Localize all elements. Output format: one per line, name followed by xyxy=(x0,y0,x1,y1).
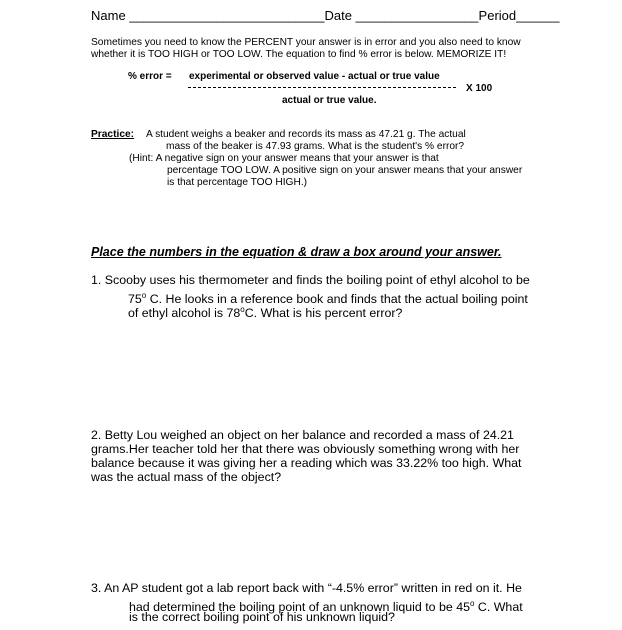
name-label: Name xyxy=(91,8,126,23)
period-label: Period xyxy=(478,8,517,23)
question-3-line: is the correct boiling point of his unknown liquid? xyxy=(129,610,395,624)
name-field[interactable]: ___________________________ xyxy=(129,8,325,23)
instruction-heading: Place the numbers in the equation & draw a box around your answer. xyxy=(91,245,502,259)
date-label: Date xyxy=(324,8,352,23)
practice-label: Practice: xyxy=(91,129,135,140)
practice-hint-line: (Hint: A negative sign on your answer means that your answer is that xyxy=(129,153,439,164)
equation-label: % error = xyxy=(128,71,172,82)
question-2-line: grams.Her teacher told her that there was obviously something wrong with her xyxy=(91,442,520,456)
intro-line-1: Sometimes you need to know the PERCENT your answer is in error and you also need to know xyxy=(91,37,521,48)
equation-denominator: actual or true value. xyxy=(282,95,377,106)
equation-multiplier: X 100 xyxy=(466,83,493,94)
date-field[interactable]: _________________ xyxy=(355,8,479,23)
practice-line: mass of the beaker is 47.93 grams. What is the student's % error? xyxy=(166,141,465,152)
question-2-line: was the actual mass of the object? xyxy=(91,470,282,484)
question-1-line: of ethyl alcohol is 78$^o$C. What is his percent error? xyxy=(128,305,403,321)
practice-hint-line: percentage TOO LOW. A positive sign on your answer means that your answer xyxy=(167,165,523,176)
question-2-line: balance because it was giving her a reading which was 33.22% too high. What xyxy=(91,456,522,470)
question-2-line: 2. Betty Lou weighed an object on her balance and recorded a mass of 24.21 xyxy=(91,428,514,442)
question-3-line: 3. An AP student got a lab report back with “-4.5% error” written in red on it. He xyxy=(91,581,522,595)
fraction-line xyxy=(188,87,456,88)
period-field[interactable]: ______ xyxy=(516,8,560,23)
practice-line: A student weighs a beaker and records its mass as 47.21 g. The actual xyxy=(146,129,466,140)
header-row xyxy=(91,8,560,23)
equation-numerator: experimental or observed value - actual or true value xyxy=(189,71,440,82)
question-1-line: 1. Scooby uses his thermometer and finds the boiling point of ethyl alcohol to be xyxy=(91,273,530,287)
intro-line-2: whether it is TOO HIGH or TOO LOW. The equation to find % error is below. MEMORIZE IT! xyxy=(91,49,507,60)
question-3-line: had determined the boiling point of an unknown liquid to be 45$^o$ C. What xyxy=(129,599,523,615)
question-1-line: 75$^o$ C. He looks in a reference book and finds that the actual boiling point xyxy=(128,291,528,307)
practice-hint-line: is that percentage TOO HIGH.) xyxy=(167,177,308,188)
